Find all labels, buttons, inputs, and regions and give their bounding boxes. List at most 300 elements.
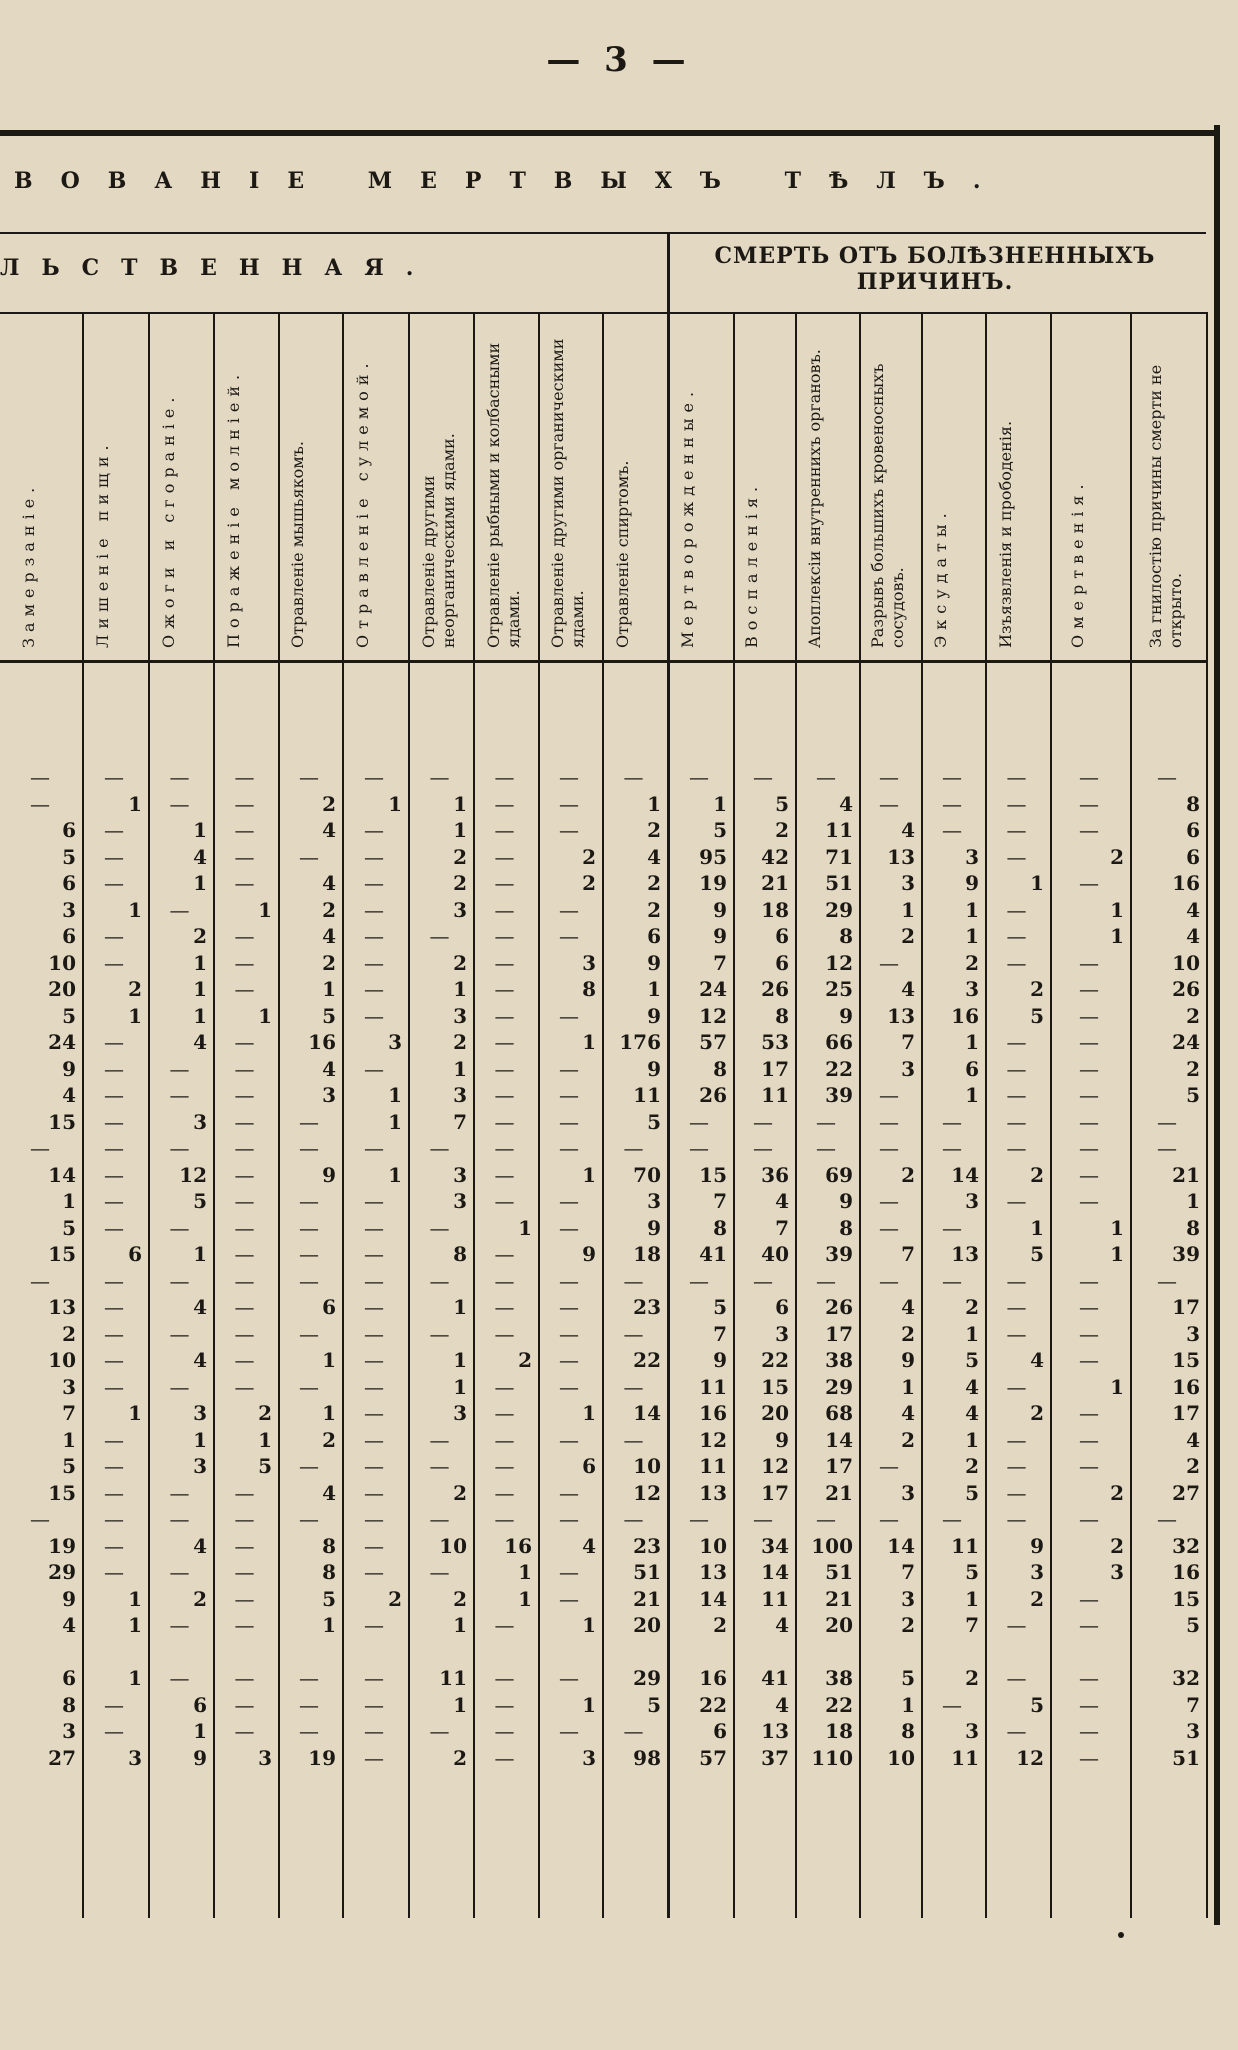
- table-cell: —: [364, 1533, 384, 1558]
- table-cell: —: [364, 1427, 384, 1452]
- table-cell: 3: [775, 1321, 789, 1346]
- table-cell: —: [879, 1215, 899, 1240]
- table-cell: —: [559, 924, 579, 948]
- table-cell: 17: [825, 1454, 853, 1478]
- table-cell: 3: [1186, 1321, 1200, 1346]
- table-cell: 1: [128, 791, 142, 816]
- table-cell: 26: [825, 1295, 853, 1319]
- table-cell: —: [494, 1136, 515, 1160]
- table-cell: 25: [825, 977, 853, 1001]
- table-cell: 1: [453, 818, 467, 842]
- table-cell: 2: [453, 950, 467, 975]
- table-cell: 5: [713, 818, 727, 842]
- table-cell: 2: [582, 871, 596, 895]
- table-cell: 3: [193, 1401, 207, 1425]
- table-cell: 3: [322, 1083, 336, 1107]
- table-cell: 1: [901, 897, 915, 922]
- table-cell: —: [104, 871, 124, 895]
- column-header: Разрывъ большихъ кровеносныхъ сосудовъ.: [868, 363, 907, 648]
- table-cell: —: [104, 1507, 124, 1531]
- table-cell: 8: [1186, 791, 1200, 816]
- table-cell: 29: [825, 1374, 853, 1399]
- table-cell: —: [942, 818, 962, 842]
- table-cell: —: [494, 1666, 515, 1690]
- table-cell: —: [559, 1215, 579, 1240]
- table-cell: —: [169, 1268, 190, 1293]
- table-cell: —: [1079, 950, 1099, 975]
- table-cell: —: [1079, 1507, 1099, 1531]
- table-cell: —: [816, 1109, 836, 1134]
- table-cell: —: [234, 977, 255, 1001]
- table-cell: —: [169, 765, 190, 789]
- table-cell: —: [234, 1056, 255, 1081]
- table-cell: 24: [1172, 1030, 1200, 1054]
- table-cell: —: [494, 871, 515, 895]
- table-cell: —: [494, 1162, 515, 1187]
- table-cell: —: [364, 1480, 384, 1505]
- table-cell: 1: [453, 1295, 467, 1319]
- table-cell: 4: [193, 1348, 207, 1372]
- table-cell: —: [879, 765, 899, 789]
- table-cell: 4: [322, 871, 336, 895]
- table-cell: 18: [633, 1242, 661, 1266]
- table-cell: 22: [825, 1056, 853, 1081]
- table-cell: —: [494, 1242, 515, 1266]
- table-cell: 8: [1186, 1215, 1200, 1240]
- table-cell: 5: [965, 1560, 979, 1584]
- table-cell: —: [816, 1507, 836, 1531]
- table-cell: 1: [582, 1162, 596, 1187]
- table-cell: —: [30, 1507, 50, 1531]
- table-cell: 8: [775, 1003, 789, 1028]
- table-cell: —: [1079, 1003, 1099, 1028]
- table-cell: 2: [322, 897, 336, 922]
- table-cell: —: [1079, 1056, 1099, 1081]
- table-cell: 7: [901, 1242, 915, 1266]
- table-cell: 4: [62, 1613, 76, 1637]
- table-cell: 1: [1186, 1189, 1200, 1213]
- table-cell: 5: [965, 1480, 979, 1505]
- table-cell: 71: [825, 844, 853, 869]
- table-cell: 2: [1110, 1533, 1124, 1558]
- table-cell: 17: [761, 1480, 789, 1505]
- table-cell: —: [1079, 1295, 1099, 1319]
- table-cell: —: [942, 1136, 962, 1160]
- table-cell: 1: [965, 1586, 979, 1611]
- table-cell: —: [942, 1692, 962, 1717]
- table-cell: —: [1006, 1136, 1027, 1160]
- table-cell: 15: [48, 1109, 76, 1134]
- table-cell: —: [30, 1136, 50, 1160]
- table-cell: 9: [322, 1162, 336, 1187]
- table-cell: —: [169, 1321, 190, 1346]
- table-cell: 26: [699, 1083, 727, 1107]
- table-cell: —: [494, 1613, 515, 1637]
- table-cell: —: [494, 897, 515, 922]
- table-cell: —: [30, 765, 50, 789]
- table-cell: 4: [1186, 897, 1200, 922]
- table-cell: —: [234, 1480, 255, 1505]
- table-cell: —: [559, 1507, 579, 1531]
- table-cell: 2: [1110, 1480, 1124, 1505]
- table-cell: 2: [1030, 1162, 1044, 1187]
- table-cell: 15: [699, 1162, 727, 1187]
- table-cell: 14: [887, 1533, 915, 1558]
- table-cell: 14: [825, 1427, 853, 1452]
- table-cell: —: [234, 844, 255, 869]
- table-cell: —: [623, 1427, 644, 1452]
- table-cell: 1: [1110, 1215, 1124, 1240]
- table-cell: —: [623, 1374, 644, 1399]
- table-cell: 34: [761, 1533, 789, 1558]
- table-cell: —: [234, 1295, 255, 1319]
- table-cell: 1: [1030, 1215, 1044, 1240]
- table-cell: 14: [699, 1586, 727, 1611]
- table-cell: —: [942, 1507, 962, 1531]
- table-cell: —: [1006, 1056, 1027, 1081]
- table-cell: —: [104, 1083, 124, 1107]
- table-cell: 1: [965, 924, 979, 948]
- table-cell: —: [1079, 1401, 1099, 1425]
- table-cell: —: [104, 1056, 124, 1081]
- table-cell: 3: [965, 1719, 979, 1743]
- table-cell: —: [234, 1533, 255, 1558]
- table-cell: —: [1079, 1348, 1099, 1372]
- table-cell: 4: [901, 977, 915, 1001]
- column-header: Отравленіе рыбными и колбасными ядами.: [483, 342, 523, 648]
- table-cell: 9: [647, 950, 661, 975]
- table-cell: —: [559, 1189, 579, 1213]
- table-cell: —: [1079, 1586, 1099, 1611]
- table-cell: —: [1157, 1136, 1177, 1160]
- table-cell: 3: [453, 897, 467, 922]
- table-cell: 19: [48, 1533, 76, 1558]
- table-cell: —: [169, 1136, 190, 1160]
- table-cell: 1: [1030, 871, 1044, 895]
- table-cell: 3: [453, 1162, 467, 1187]
- table-cell: 3: [128, 1745, 142, 1770]
- table-cell: 1: [193, 950, 207, 975]
- table-cell: 6: [775, 1295, 789, 1319]
- table-cell: 1: [128, 1613, 142, 1637]
- column-header: Пораженіе молніей.: [223, 368, 243, 648]
- table-cell: 17: [825, 1321, 853, 1346]
- table-cell: 3: [1030, 1560, 1044, 1584]
- table-cell: 1: [647, 791, 661, 816]
- table-cell: 14: [951, 1162, 979, 1187]
- table-cell: —: [559, 1295, 579, 1319]
- table-cell: 2: [62, 1321, 76, 1346]
- table-cell: —: [429, 1215, 450, 1240]
- table-cell: 9: [965, 871, 979, 895]
- table-cell: —: [299, 1109, 319, 1134]
- table-cell: 4: [839, 791, 853, 816]
- table-cell: —: [559, 1321, 579, 1346]
- table-cell: 19: [308, 1745, 336, 1770]
- table-cell: 1: [1110, 924, 1124, 948]
- column-header: Апоплексіи внутреннихъ органовъ.: [805, 349, 824, 648]
- table-cell: 1: [453, 977, 467, 1001]
- table-cell: 29: [48, 1560, 76, 1584]
- table-cell: 6: [775, 924, 789, 948]
- table-cell: 2: [193, 1586, 207, 1611]
- table-cell: 4: [965, 1374, 979, 1399]
- table-cell: 27: [48, 1745, 76, 1770]
- table-cell: 5: [322, 1003, 336, 1028]
- table-cell: 8: [322, 1560, 336, 1584]
- table-cell: 10: [887, 1745, 915, 1770]
- table-cell: 2: [775, 818, 789, 842]
- table-cell: —: [429, 924, 450, 948]
- table-cell: 5: [713, 1295, 727, 1319]
- table-cell: 39: [825, 1083, 853, 1107]
- rule-under-left-group: [0, 312, 667, 314]
- table-cell: 2: [453, 1480, 467, 1505]
- table-cell: 5: [901, 1666, 915, 1690]
- table-cell: 1: [388, 1109, 402, 1134]
- table-cell: —: [494, 1454, 515, 1478]
- table-cell: —: [1006, 1507, 1027, 1531]
- table-cell: —: [1157, 765, 1177, 789]
- table-cell: 3: [193, 1109, 207, 1134]
- column-rule: [1130, 312, 1132, 1918]
- table-cell: —: [494, 1003, 515, 1028]
- table-cell: 5: [965, 1348, 979, 1372]
- table-cell: —: [1079, 1613, 1099, 1637]
- table-cell: —: [104, 950, 124, 975]
- table-cell: —: [816, 765, 836, 789]
- column-rule: [985, 312, 987, 1918]
- table-cell: 39: [1172, 1242, 1200, 1266]
- table-cell: —: [689, 1268, 709, 1293]
- table-cell: —: [169, 1374, 190, 1399]
- table-cell: 13: [887, 844, 915, 869]
- table-cell: 3: [582, 1745, 596, 1770]
- column-header: Отравленіе другими органическими ядами.: [548, 338, 587, 648]
- table-cell: 20: [825, 1613, 853, 1637]
- table-cell: —: [429, 1321, 450, 1346]
- table-cell: 29: [633, 1666, 661, 1690]
- table-cell: 3: [62, 1374, 76, 1399]
- table-cell: —: [1006, 1030, 1027, 1054]
- table-cell: —: [816, 1268, 836, 1293]
- table-cell: 15: [1172, 1586, 1200, 1611]
- table-cell: —: [169, 1215, 190, 1240]
- column-rule: [733, 312, 735, 1918]
- table-cell: 3: [965, 844, 979, 869]
- table-cell: 7: [713, 950, 727, 975]
- table-cell: 12: [1016, 1745, 1044, 1770]
- rule-under-right-group: [667, 312, 1206, 314]
- table-cell: 1: [518, 1215, 532, 1240]
- table-cell: 1: [322, 1613, 336, 1637]
- table-cell: —: [30, 791, 50, 816]
- table-cell: —: [494, 950, 515, 975]
- table-cell: —: [104, 1533, 124, 1558]
- table-cell: 11: [761, 1586, 789, 1611]
- table-cell: —: [494, 1268, 515, 1293]
- table-cell: 3: [258, 1745, 272, 1770]
- table-cell: 21: [761, 871, 789, 895]
- table-cell: —: [234, 765, 255, 789]
- column-rule: [473, 312, 475, 1918]
- table-cell: 9: [647, 1056, 661, 1081]
- table-cell: 15: [761, 1374, 789, 1399]
- table-cell: —: [1006, 1295, 1027, 1319]
- column-header: Отравленіе другими неорганическими ядами.: [418, 433, 458, 648]
- table-cell: —: [104, 1692, 124, 1717]
- table-cell: —: [104, 1215, 124, 1240]
- column-rule: [538, 312, 540, 1918]
- table-cell: 1: [453, 1613, 467, 1637]
- table-cell: 1: [62, 1427, 76, 1452]
- table-cell: 7: [713, 1189, 727, 1213]
- column-header: Отравленіе мышьякомъ.: [288, 441, 307, 648]
- table-cell: 2: [322, 950, 336, 975]
- table-cell: —: [429, 1136, 450, 1160]
- table-cell: —: [299, 1719, 319, 1743]
- table-cell: 4: [901, 818, 915, 842]
- table-cell: 66: [825, 1030, 853, 1054]
- table-cell: —: [364, 1401, 384, 1425]
- table-cell: —: [364, 844, 384, 869]
- table-cell: 4: [775, 1613, 789, 1637]
- column-header: Эксудаты.: [931, 507, 950, 648]
- table-cell: —: [1079, 977, 1099, 1001]
- table-cell: 1: [128, 897, 142, 922]
- table-cell: 17: [1172, 1295, 1200, 1319]
- table-cell: —: [494, 1745, 515, 1770]
- table-cell: —: [364, 1189, 384, 1213]
- table-cell: 2: [901, 1162, 915, 1187]
- table-cell: —: [816, 1136, 836, 1160]
- column-header: Отравленіе сулемой.: [353, 357, 372, 648]
- table-cell: —: [104, 1480, 124, 1505]
- table-cell: —: [234, 1586, 255, 1611]
- table-cell: 2: [901, 924, 915, 948]
- table-cell: 1: [193, 818, 207, 842]
- table-cell: —: [234, 1666, 255, 1690]
- table-cell: 1: [901, 1692, 915, 1717]
- column-header: Воспаленія.: [742, 480, 761, 648]
- table-cell: —: [942, 1268, 962, 1293]
- table-cell: 1: [193, 871, 207, 895]
- table-cell: 8: [713, 1056, 727, 1081]
- table-cell: 2: [453, 1030, 467, 1054]
- table-cell: 4: [901, 1401, 915, 1425]
- table-cell: 5: [775, 791, 789, 816]
- table-cell: —: [429, 1427, 450, 1452]
- table-cell: 11: [951, 1533, 979, 1558]
- table-cell: —: [429, 1560, 450, 1584]
- table-cell: —: [879, 1109, 899, 1134]
- table-cell: —: [1079, 1692, 1099, 1717]
- table-cell: 1: [453, 1692, 467, 1717]
- table-cell: 2: [901, 1321, 915, 1346]
- table-cell: 4: [322, 818, 336, 842]
- table-cell: 10: [699, 1533, 727, 1558]
- table-cell: 2: [965, 1666, 979, 1690]
- table-cell: 8: [62, 1692, 76, 1717]
- table-cell: —: [494, 977, 515, 1001]
- table-cell: 1: [193, 1719, 207, 1743]
- table-cell: 6: [193, 1692, 207, 1717]
- column-rule: [82, 312, 84, 1918]
- table-cell: 16: [1172, 1560, 1200, 1584]
- table-cell: 57: [699, 1030, 727, 1054]
- table-cell: 1: [258, 897, 272, 922]
- table-cell: 41: [761, 1666, 789, 1690]
- table-cell: —: [1006, 1374, 1027, 1399]
- column-rule: [1206, 312, 1208, 1918]
- table-cell: —: [169, 1507, 190, 1531]
- table-cell: 13: [699, 1480, 727, 1505]
- table-cell: —: [1079, 1719, 1099, 1743]
- table-cell: —: [494, 1427, 515, 1452]
- table-cell: —: [689, 1136, 709, 1160]
- table-cell: —: [364, 818, 384, 842]
- table-cell: —: [364, 1666, 384, 1690]
- table-cell: —: [559, 1268, 579, 1293]
- table-cell: —: [234, 1030, 255, 1054]
- table-cell: —: [879, 950, 899, 975]
- table-cell: —: [753, 1136, 773, 1160]
- table-cell: 1: [1110, 1242, 1124, 1266]
- table-cell: —: [494, 1401, 515, 1425]
- table-cell: —: [30, 1268, 50, 1293]
- table-cell: —: [169, 791, 190, 816]
- table-cell: 1: [582, 1613, 596, 1637]
- table-cell: 1: [582, 1030, 596, 1054]
- table-cell: —: [364, 1295, 384, 1319]
- table-cell: —: [559, 1427, 579, 1452]
- table-cell: 1: [965, 897, 979, 922]
- table-cell: 24: [699, 977, 727, 1001]
- column-rule: [667, 232, 670, 1918]
- table-cell: 4: [193, 1295, 207, 1319]
- table-cell: 3: [193, 1454, 207, 1478]
- table-cell: —: [234, 1560, 255, 1584]
- table-banner: ВОВАНІЕ МЕРТВЫХЪ ТѢЛЪ.: [14, 168, 1009, 194]
- table-cell: 9: [193, 1745, 207, 1770]
- table-cell: 1: [453, 1348, 467, 1372]
- table-cell: 3: [965, 977, 979, 1001]
- table-cell: 1: [322, 1348, 336, 1372]
- table-cell: —: [299, 1242, 319, 1266]
- table-cell: —: [1006, 897, 1027, 922]
- table-cell: 2: [1030, 977, 1044, 1001]
- table-cell: —: [1006, 1109, 1027, 1134]
- table-cell: —: [364, 871, 384, 895]
- table-cell: 69: [825, 1162, 853, 1187]
- table-cell: 1: [193, 1427, 207, 1452]
- column-header: Изъязвленія и прободенія.: [995, 420, 1015, 648]
- table-cell: 3: [453, 1401, 467, 1425]
- table-cell: 5: [62, 844, 76, 869]
- table-cell: 1: [388, 1162, 402, 1187]
- table-cell: —: [623, 1136, 644, 1160]
- table-cell: 2: [322, 791, 336, 816]
- table-cell: 13: [761, 1719, 789, 1743]
- table-cell: 2: [582, 844, 596, 869]
- table-cell: 5: [647, 1692, 661, 1717]
- table-cell: 16: [951, 1003, 979, 1028]
- table-cell: —: [429, 1507, 450, 1531]
- table-cell: —: [429, 765, 450, 789]
- table-cell: 4: [193, 1030, 207, 1054]
- table-cell: —: [942, 1109, 962, 1134]
- group-right-heading: СМЕРТЬ ОТЪ БОЛѢЗНЕННЫХЪ ПРИЧИНЪ.: [714, 243, 1156, 295]
